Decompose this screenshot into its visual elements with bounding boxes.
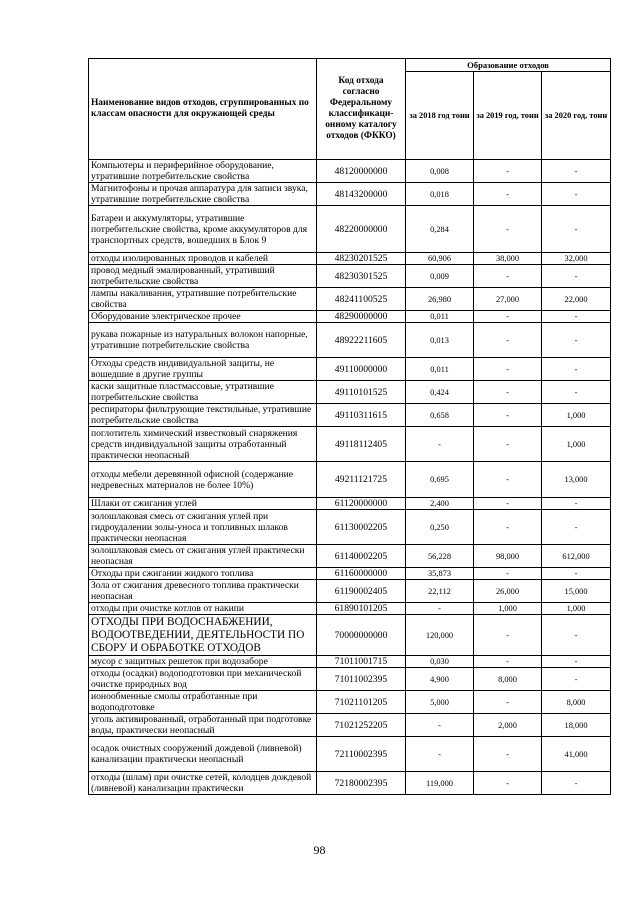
value-2019-cell: -	[474, 510, 542, 545]
waste-name-cell: Шлаки от сжигания углей	[89, 498, 317, 510]
value-2019-cell: -	[474, 462, 542, 498]
value-2020-cell: -	[542, 772, 611, 795]
table-row	[89, 183, 611, 206]
value-2020-cell: -	[542, 668, 611, 691]
value-2018-cell: 0,658	[406, 404, 474, 427]
value-2020-cell: -	[542, 311, 611, 323]
column-header-2020: за 2020 год, тонн	[542, 72, 611, 160]
value-2019-cell: -	[474, 568, 542, 580]
table-row	[89, 603, 611, 615]
value-2020-cell: -	[542, 183, 611, 206]
fkko-code-cell: 48120000000	[317, 160, 406, 183]
value-2019-cell: -	[474, 615, 542, 656]
waste-name-cell: каски защитные пластмассовые, утратившие потребительские свойства	[89, 381, 317, 404]
fkko-code-cell: 49110000000	[317, 358, 406, 381]
value-2018-cell: 0,250	[406, 510, 474, 545]
value-2020-cell: 8,000	[542, 691, 611, 714]
value-2018-cell: 0,013	[406, 323, 474, 358]
waste-name-cell: Батареи и аккумуляторы, утратившие потребительские свойства, кроме аккумуляторов для транспортных средств, вошедших в Блок 9	[89, 206, 317, 253]
value-2019-cell: -	[474, 381, 542, 404]
fkko-code-cell: 49110311615	[317, 404, 406, 427]
value-2019-cell: -	[474, 427, 542, 462]
value-2019-cell: 27,000	[474, 288, 542, 311]
fkko-code-cell: 61120000000	[317, 498, 406, 510]
value-2020-cell: -	[542, 498, 611, 510]
fkko-code-cell: 71021252205	[317, 714, 406, 737]
value-2019-cell: -	[474, 265, 542, 288]
fkko-code-cell: 71011001715	[317, 656, 406, 668]
value-2018-cell: 2,400	[406, 498, 474, 510]
table-row	[89, 288, 611, 311]
waste-name-cell: Компьютеры и периферийное оборудование, утратившие потребительские свойства	[89, 160, 317, 183]
fkko-code-cell: 49110101525	[317, 381, 406, 404]
value-2019-cell: 2,000	[474, 714, 542, 737]
table-row	[89, 615, 611, 656]
column-header-code: Код отхода согласно Федеральному классификаци-онному каталогу отходов (ФККО)	[317, 59, 406, 160]
table-row	[89, 160, 611, 183]
value-2019-cell: 38,000	[474, 253, 542, 265]
fkko-code-cell: 71021101205	[317, 691, 406, 714]
fkko-code-cell: 61190002405	[317, 580, 406, 603]
waste-name-cell: Оборудование электрическое прочее	[89, 311, 317, 323]
waste-name-cell: ионообменные смолы отработанные при водоподготовке	[89, 691, 317, 714]
column-header-waste-generation: Образование отходов	[406, 59, 611, 72]
page-number: 98	[313, 843, 326, 857]
value-2018-cell: 119,000	[406, 772, 474, 795]
value-2019-cell: -	[474, 206, 542, 253]
value-2020-cell: -	[542, 656, 611, 668]
value-2019-cell: -	[474, 691, 542, 714]
waste-name-cell: Отходы средств индивидуальной защиты, не вошедшие в другие группы	[89, 358, 317, 381]
value-2020-cell: 22,000	[542, 288, 611, 311]
waste-name-cell: респираторы фильтрующие текстильные, утратившие потребительские свойства	[89, 404, 317, 427]
fkko-code-cell: 61140002205	[317, 545, 406, 568]
waste-name-cell: рукава пожарные из натуральных волокон напорные, утратившие потребительские свойства	[89, 323, 317, 358]
waste-name-cell: лампы накаливания, утратившие потребительские свойства	[89, 288, 317, 311]
value-2020-cell: -	[542, 160, 611, 183]
table-row	[89, 772, 611, 795]
value-2018-cell: 0,284	[406, 206, 474, 253]
waste-name-cell: Магнитофоны и прочая аппаратура для записи звука, утратившие потребительские свойства	[89, 183, 317, 206]
table-row	[89, 498, 611, 510]
value-2018-cell: 26,980	[406, 288, 474, 311]
value-2019-cell: -	[474, 772, 542, 795]
waste-name-cell: Зола от сжигания древесного топлива практически неопасная	[89, 580, 317, 603]
waste-name-cell: золошлаковая смесь от сжигания углей при гидроудалении золы-уноса и топливных шлаков практически неопасная	[89, 510, 317, 545]
table-row	[89, 668, 611, 691]
value-2019-cell: 26,000	[474, 580, 542, 603]
fkko-code-cell: 48230201525	[317, 253, 406, 265]
waste-name-cell: отходы (осадки) водоподготовки при механической очистке природных вод	[89, 668, 317, 691]
table-row	[89, 580, 611, 603]
column-header-name: Наименование видов отходов, сгруппированных по классам опасности для окружающей среды	[89, 59, 317, 160]
table-row	[89, 381, 611, 404]
value-2018-cell: 0,030	[406, 656, 474, 668]
value-2018-cell: 4,900	[406, 668, 474, 691]
waste-name-cell: уголь активированный, отработанный при подготовке воды, практически неопасный	[89, 714, 317, 737]
value-2019-cell: 98,000	[474, 545, 542, 568]
value-2020-cell: 1,000	[542, 404, 611, 427]
waste-name-cell: золошлаковая смесь от сжигания углей практически неопасная	[89, 545, 317, 568]
table-row	[89, 323, 611, 358]
fkko-code-cell: 70000000000	[317, 615, 406, 656]
value-2020-cell: -	[542, 265, 611, 288]
waste-name-cell: отходы изолированных проводов и кабелей	[89, 253, 317, 265]
table-row	[89, 510, 611, 545]
value-2018-cell: 56,228	[406, 545, 474, 568]
waste-name-cell: отходы мебели деревянной офисной (содержание недревесных материалов не более 10%)	[89, 462, 317, 498]
value-2018-cell: -	[406, 603, 474, 615]
table-row	[89, 358, 611, 381]
waste-table	[88, 58, 611, 795]
fkko-code-cell: 72110002395	[317, 737, 406, 772]
fkko-code-cell: 61130002205	[317, 510, 406, 545]
value-2019-cell: -	[474, 160, 542, 183]
value-2020-cell: -	[542, 615, 611, 656]
fkko-code-cell: 48220000000	[317, 206, 406, 253]
table-row	[89, 265, 611, 288]
column-header-2018: за 2018 год тонн	[406, 72, 474, 160]
value-2019-cell: -	[474, 498, 542, 510]
value-2018-cell: 0,008	[406, 160, 474, 183]
value-2019-cell: -	[474, 358, 542, 381]
value-2018-cell: -	[406, 737, 474, 772]
value-2020-cell: 18,000	[542, 714, 611, 737]
value-2018-cell: 0,011	[406, 311, 474, 323]
value-2020-cell: -	[542, 568, 611, 580]
waste-name-cell: поглотитель химический известковый снаряжения средств индивидуальной защиты отработанный практически неопасный	[89, 427, 317, 462]
value-2018-cell: 0,009	[406, 265, 474, 288]
value-2020-cell: 41,000	[542, 737, 611, 772]
table-row	[89, 311, 611, 323]
waste-name-cell: отходы (шлам) при очистке сетей, колодцев дождевой (ливневой) канализации практически	[89, 772, 317, 795]
value-2018-cell: 22,112	[406, 580, 474, 603]
value-2018-cell: 0,695	[406, 462, 474, 498]
value-2019-cell: 8,000	[474, 668, 542, 691]
value-2019-cell: -	[474, 323, 542, 358]
fkko-code-cell: 49118112405	[317, 427, 406, 462]
waste-name-cell: провод медный эмалированный, утративший потребительские свойства	[89, 265, 317, 288]
column-header-2019: за 2019 год, тонн	[474, 72, 542, 160]
waste-name-cell: мусор с защитных решеток при водозаборе	[89, 656, 317, 668]
fkko-code-cell: 61160000000	[317, 568, 406, 580]
table-row	[89, 691, 611, 714]
fkko-code-cell: 48143200000	[317, 183, 406, 206]
header-row	[89, 59, 611, 72]
value-2018-cell: 120,000	[406, 615, 474, 656]
value-2018-cell: -	[406, 427, 474, 462]
value-2019-cell: -	[474, 183, 542, 206]
value-2020-cell: 32,000	[542, 253, 611, 265]
value-2020-cell: 612,000	[542, 545, 611, 568]
value-2020-cell: -	[542, 206, 611, 253]
fkko-code-cell: 48241100525	[317, 288, 406, 311]
value-2020-cell: 13,000	[542, 462, 611, 498]
value-2018-cell: 35,873	[406, 568, 474, 580]
table-row	[89, 427, 611, 462]
value-2018-cell: 0,018	[406, 183, 474, 206]
value-2018-cell: -	[406, 714, 474, 737]
waste-table-container	[88, 58, 610, 795]
value-2019-cell: -	[474, 737, 542, 772]
value-2019-cell: -	[474, 311, 542, 323]
table-row	[89, 656, 611, 668]
fkko-code-cell: 48922211605	[317, 323, 406, 358]
table-row	[89, 404, 611, 427]
table-row	[89, 568, 611, 580]
value-2020-cell: 15,000	[542, 580, 611, 603]
value-2018-cell: 60,906	[406, 253, 474, 265]
waste-name-cell: Отходы при сжигании жидкого топлива	[89, 568, 317, 580]
waste-name-cell: ОТХОДЫ ПРИ ВОДОСНАБЖЕНИИ, ВОДООТВЕДЕНИИ, ДЕЯТЕЛЬНОСТИ ПО СБОРУ И ОБРАБОТКЕ ОТХОДОВ	[89, 615, 317, 656]
table-row	[89, 253, 611, 265]
value-2019-cell: 1,000	[474, 603, 542, 615]
value-2018-cell: 5,000	[406, 691, 474, 714]
fkko-code-cell: 49211121725	[317, 462, 406, 498]
fkko-code-cell: 48230301525	[317, 265, 406, 288]
table-row	[89, 462, 611, 498]
value-2020-cell: -	[542, 323, 611, 358]
value-2020-cell: -	[542, 358, 611, 381]
value-2020-cell: -	[542, 381, 611, 404]
value-2019-cell: -	[474, 656, 542, 668]
fkko-code-cell: 71011002395	[317, 668, 406, 691]
value-2018-cell: 0,424	[406, 381, 474, 404]
value-2020-cell: 1,000	[542, 603, 611, 615]
value-2020-cell: -	[542, 510, 611, 545]
table-row	[89, 714, 611, 737]
table-row	[89, 206, 611, 253]
waste-name-cell: отходы при очистке котлов от накипи	[89, 603, 317, 615]
table-row	[89, 737, 611, 772]
value-2020-cell: 1,000	[542, 427, 611, 462]
value-2019-cell: -	[474, 404, 542, 427]
waste-name-cell: осадок очистных сооружений дождевой (ливневой) канализации практически неопасный	[89, 737, 317, 772]
table-row	[89, 545, 611, 568]
fkko-code-cell: 72180002395	[317, 772, 406, 795]
fkko-code-cell: 61890101205	[317, 603, 406, 615]
fkko-code-cell: 48290000000	[317, 311, 406, 323]
value-2018-cell: 0,011	[406, 358, 474, 381]
